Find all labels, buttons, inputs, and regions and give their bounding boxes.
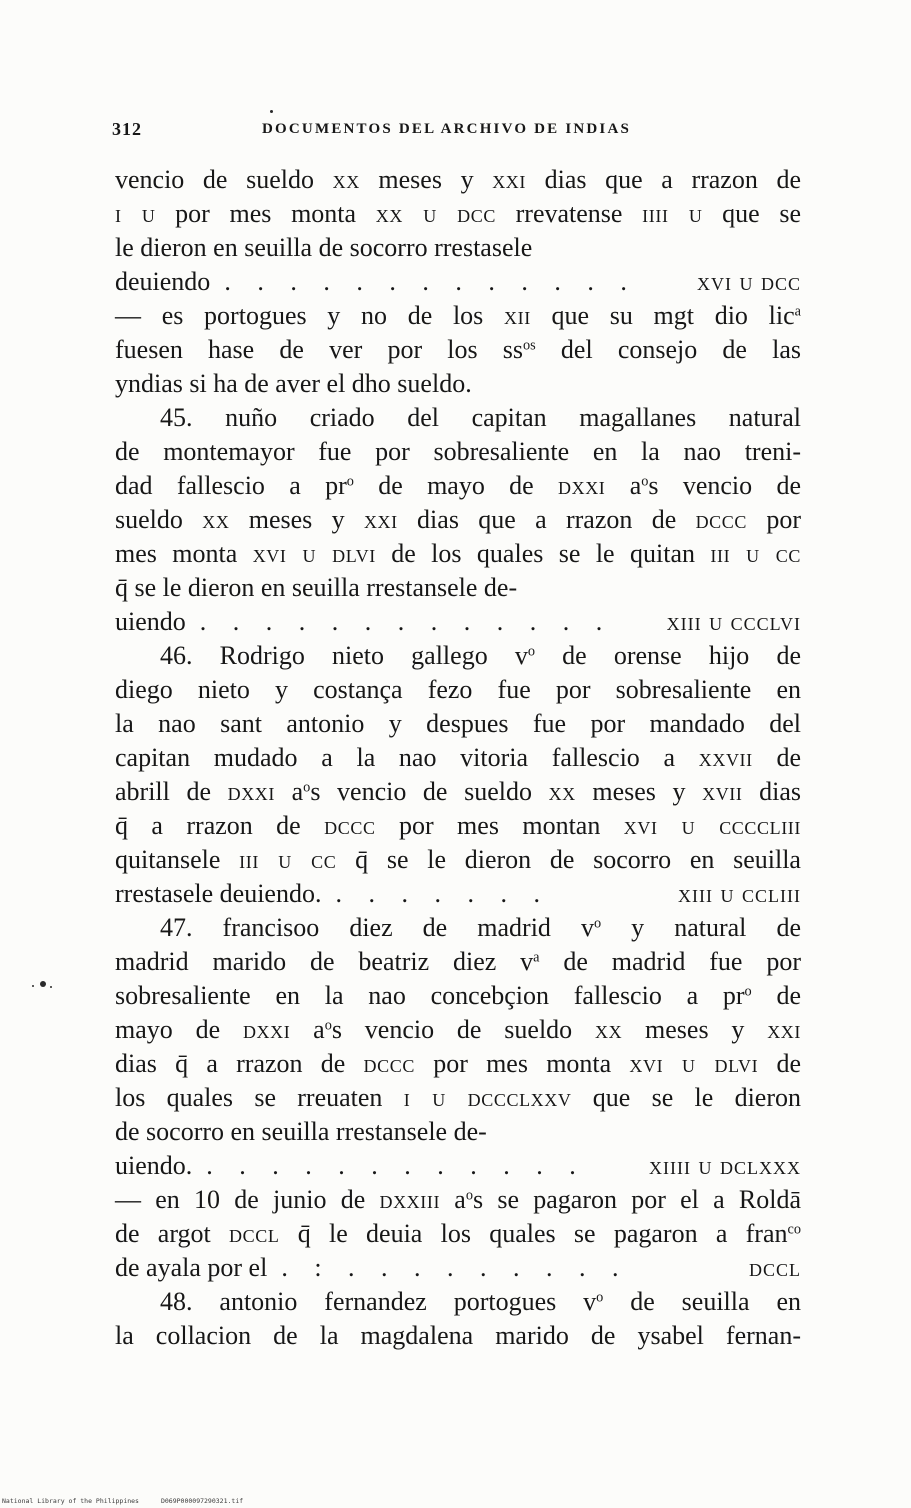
- text-run: de montemayor fue por sobresaliente en la nao treni-: [115, 437, 801, 466]
- small-caps-numeral: dxxi: [242, 1015, 291, 1044]
- page-number: 312: [112, 119, 142, 139]
- small-caps-numeral: xx: [332, 165, 360, 194]
- text-run: de: [758, 1049, 801, 1078]
- text-run: rrevatense: [495, 199, 643, 228]
- text-run: a: [605, 471, 642, 500]
- text-run: s vencio de sueldo: [310, 777, 549, 806]
- text-run: por mes montan: [375, 811, 624, 840]
- small-caps-numeral: xxvii: [698, 743, 753, 772]
- paragraph-first-line: [115, 911, 801, 945]
- text-run: vencio de sueldo: [115, 165, 333, 194]
- small-caps-numeral: xvi u ccccliii: [623, 811, 801, 840]
- small-caps-numeral: xx: [548, 777, 576, 806]
- text-run: meses y: [229, 505, 364, 534]
- small-caps-numeral: xxi: [492, 165, 526, 194]
- text-run: quitansele: [115, 845, 240, 874]
- text-run: de mayo de: [353, 471, 558, 500]
- text-run: — en 10 de junio de: [115, 1185, 380, 1214]
- text-run: 46. Rodrigo nieto gallego v: [160, 641, 528, 670]
- text-run: abrill de: [115, 777, 228, 806]
- text-run: de: [751, 981, 802, 1010]
- text-run: los quales se rreuaten: [115, 1083, 404, 1112]
- superscript-abbreviation: os: [523, 337, 536, 354]
- text-body: [115, 163, 801, 1353]
- superscript-abbreviation: o: [527, 643, 535, 660]
- text-run: s se pagaron por el a Roldā: [473, 1185, 801, 1214]
- small-caps-numeral: iiii u: [642, 199, 703, 228]
- text-run: que se: [702, 199, 801, 228]
- small-caps-numeral: xx: [202, 505, 230, 534]
- small-caps-numeral: dxxiii: [379, 1185, 441, 1214]
- text-line: [115, 163, 801, 197]
- text-run: q̄ se le dieron de socorro en seuilla: [336, 845, 801, 874]
- leader-dots: . . . . . . . . . . . .: [206, 1151, 586, 1180]
- small-caps-numeral: xx: [595, 1015, 623, 1044]
- small-caps-numeral: dccl: [229, 1219, 280, 1248]
- text-run: le dieron en seuilla de socorro rrestasele: [115, 233, 533, 262]
- small-caps-numeral: dccc: [695, 505, 747, 534]
- superscript-abbreviation: co: [787, 1221, 802, 1238]
- text-run: madrid marido de beatriz diez v: [115, 947, 534, 976]
- leader-label: de ayala por el: [115, 1253, 268, 1282]
- text-run: q̄ le deuia los quales se pagaron a fran: [279, 1219, 788, 1248]
- text-run: sobresaliente en la nao concebçion fallescio a pr: [115, 981, 745, 1010]
- text-line: [115, 299, 801, 333]
- small-caps-numeral: dxxi: [558, 471, 606, 500]
- scan-footer: [2, 1497, 243, 1505]
- leader-line: [115, 1251, 801, 1285]
- small-caps-numeral: xii: [504, 301, 531, 330]
- scan-filename: D069P000097290321.tif: [160, 1497, 244, 1505]
- scan-speck: [270, 110, 273, 113]
- text-run: a: [275, 777, 304, 806]
- text-run: meses y: [575, 777, 703, 806]
- text-run: de socorro en seuilla rrestansele de-: [115, 1117, 487, 1146]
- text-run: a: [440, 1185, 466, 1214]
- text-run: por mes monta: [155, 199, 376, 228]
- text-line: [115, 809, 801, 843]
- superscript-abbreviation: a: [794, 303, 801, 320]
- text-line: [115, 1217, 801, 1251]
- small-caps-numeral: i u dccclxxv: [403, 1083, 572, 1112]
- text-line: [115, 775, 801, 809]
- small-caps-numeral: xx u dcc: [375, 199, 496, 228]
- small-caps-numeral: dxxi: [227, 777, 276, 806]
- text-run: diego nieto y costança fezo fue por sobresaliente en: [115, 675, 801, 704]
- text-run: dias: [742, 777, 801, 806]
- text-line: [115, 673, 801, 707]
- scan-speck: [50, 986, 52, 988]
- paragraph-first-line: [115, 1285, 801, 1319]
- text-line: [115, 1319, 801, 1353]
- superscript-abbreviation: o: [593, 915, 602, 932]
- text-run: de: [752, 743, 801, 772]
- superscript-abbreviation: o: [744, 983, 752, 1000]
- text-run: mayo de: [115, 1015, 243, 1044]
- small-caps-numeral: dccc: [363, 1049, 415, 1078]
- amount: xiiii u dclxxx: [649, 1151, 801, 1180]
- paragraph-first-line: [115, 639, 801, 673]
- text-line: [115, 333, 801, 367]
- text-line: [115, 1013, 801, 1047]
- text-run: que se le dieron: [571, 1083, 801, 1112]
- text-run: dias que a rrazon de: [526, 165, 801, 194]
- text-run: meses y: [622, 1015, 768, 1044]
- text-run: dias q̄ a rrazon de: [115, 1049, 364, 1078]
- text-run: de orense hijo de: [535, 641, 801, 670]
- text-line: [115, 537, 801, 571]
- text-line: [115, 707, 801, 741]
- small-caps-numeral: i u: [115, 199, 156, 228]
- text-run: fuesen hase de ver por los ss: [115, 335, 524, 364]
- text-run: q̄ a rrazon de: [115, 811, 325, 840]
- text-line: [115, 231, 801, 265]
- text-run: capitan mudado a la nao vitoria fallescio a: [115, 743, 699, 772]
- text-run: s vencio de: [648, 471, 802, 500]
- text-run: — es portogues y no de los: [115, 301, 504, 330]
- text-line: [115, 503, 801, 537]
- small-caps-numeral: xxi: [767, 1015, 801, 1044]
- small-caps-numeral: iii u cc: [710, 539, 801, 568]
- text-run: 47. francisoo diez de madrid v: [160, 913, 594, 942]
- text-run: mes monta: [115, 539, 253, 568]
- text-run: dias que a rrazon de: [397, 505, 696, 534]
- superscript-abbreviation: o: [346, 473, 354, 490]
- text-line: [115, 979, 801, 1013]
- small-caps-numeral: xvi u dlvi: [629, 1049, 759, 1078]
- text-line: [115, 469, 801, 503]
- small-caps-numeral: xvii: [702, 777, 743, 806]
- text-run: que su mgt dio lic: [530, 301, 795, 330]
- superscript-abbreviation: o: [324, 1017, 332, 1034]
- leader-line: [115, 1149, 801, 1183]
- text-run: la collacion de la magdalena marido de ysabel fernan-: [115, 1321, 801, 1350]
- text-run: yndias si ha de aver el dho sueldo.: [115, 369, 472, 398]
- superscript-abbreviation: o: [596, 1289, 604, 1306]
- text-run: del consejo de las: [535, 335, 801, 364]
- text-line: [115, 1115, 801, 1149]
- superscript-abbreviation: o: [641, 473, 649, 490]
- text-run: por mes monta: [414, 1049, 630, 1078]
- superscript-abbreviation: o: [303, 779, 311, 796]
- text-run: 45. nuño criado del capitan magallanes natural: [160, 403, 801, 432]
- text-run: meses y: [359, 165, 493, 194]
- library-credit: National Library of the Philippines: [2, 1497, 139, 1505]
- text-line: [115, 843, 801, 877]
- amount: xiii u ccclvi: [666, 607, 801, 636]
- text-run: a: [290, 1015, 325, 1044]
- leader-label: uiendo.: [115, 1151, 193, 1180]
- scan-speck: [32, 985, 34, 987]
- text-line: [115, 741, 801, 775]
- text-run: y natural de: [601, 913, 801, 942]
- leader-dots: . . . . . . .: [335, 879, 550, 908]
- text-run: dad fallescio a pr: [115, 471, 347, 500]
- amount: xvi u dcc: [696, 267, 801, 296]
- text-line: [115, 1183, 801, 1217]
- text-run: la nao sant antonio y despues fue por mandado del: [115, 709, 801, 738]
- paragraph-first-line: [115, 401, 801, 435]
- text-run: de madrid fue por: [539, 947, 801, 976]
- superscript-abbreviation: o: [465, 1187, 473, 1204]
- text-line: [115, 1047, 801, 1081]
- text-run: q̄ se le dieron en seuilla rrestansele de-: [115, 573, 518, 602]
- leader-label: rrestasele deuiendo.: [115, 879, 322, 908]
- text-line: [115, 1081, 801, 1115]
- leader-label: deuiendo: [115, 267, 211, 296]
- small-caps-numeral: dccc: [324, 811, 376, 840]
- text-run: de seuilla en: [603, 1287, 801, 1316]
- small-caps-numeral: xxi: [363, 505, 398, 534]
- text-line: [115, 367, 801, 401]
- leader-line: [115, 265, 801, 299]
- small-caps-numeral: iii u cc: [239, 845, 337, 874]
- leader-dots: . . . . . . . . . . . . .: [199, 607, 613, 636]
- amount: dccl: [748, 1253, 801, 1282]
- scan-speck: [40, 981, 46, 987]
- text-line: [115, 571, 801, 605]
- amount: xiii u ccliii: [678, 879, 801, 908]
- text-run: s vencio de sueldo: [331, 1015, 595, 1044]
- running-title: DOCUMENTOS DEL ARCHIVO DE INDIAS: [262, 121, 632, 137]
- text-run: por: [747, 505, 801, 534]
- leader-line: [115, 877, 801, 911]
- text-line: [115, 197, 801, 231]
- text-line: [115, 435, 801, 469]
- text-run: sueldo: [115, 505, 203, 534]
- text-run: de argot: [115, 1219, 230, 1248]
- leader-line: [115, 605, 801, 639]
- superscript-abbreviation: a: [533, 949, 540, 966]
- text-line: [115, 945, 801, 979]
- text-run: 48. antonio fernandez portogues v: [160, 1287, 597, 1316]
- leader-dots: . : . . . . . . . . .: [281, 1253, 629, 1282]
- leader-label: uiendo: [115, 607, 186, 636]
- leader-dots: . . . . . . . . . . . . .: [224, 267, 637, 296]
- small-caps-numeral: xvi u dlvi: [252, 539, 376, 568]
- text-run: de los quales se le quitan: [375, 539, 711, 568]
